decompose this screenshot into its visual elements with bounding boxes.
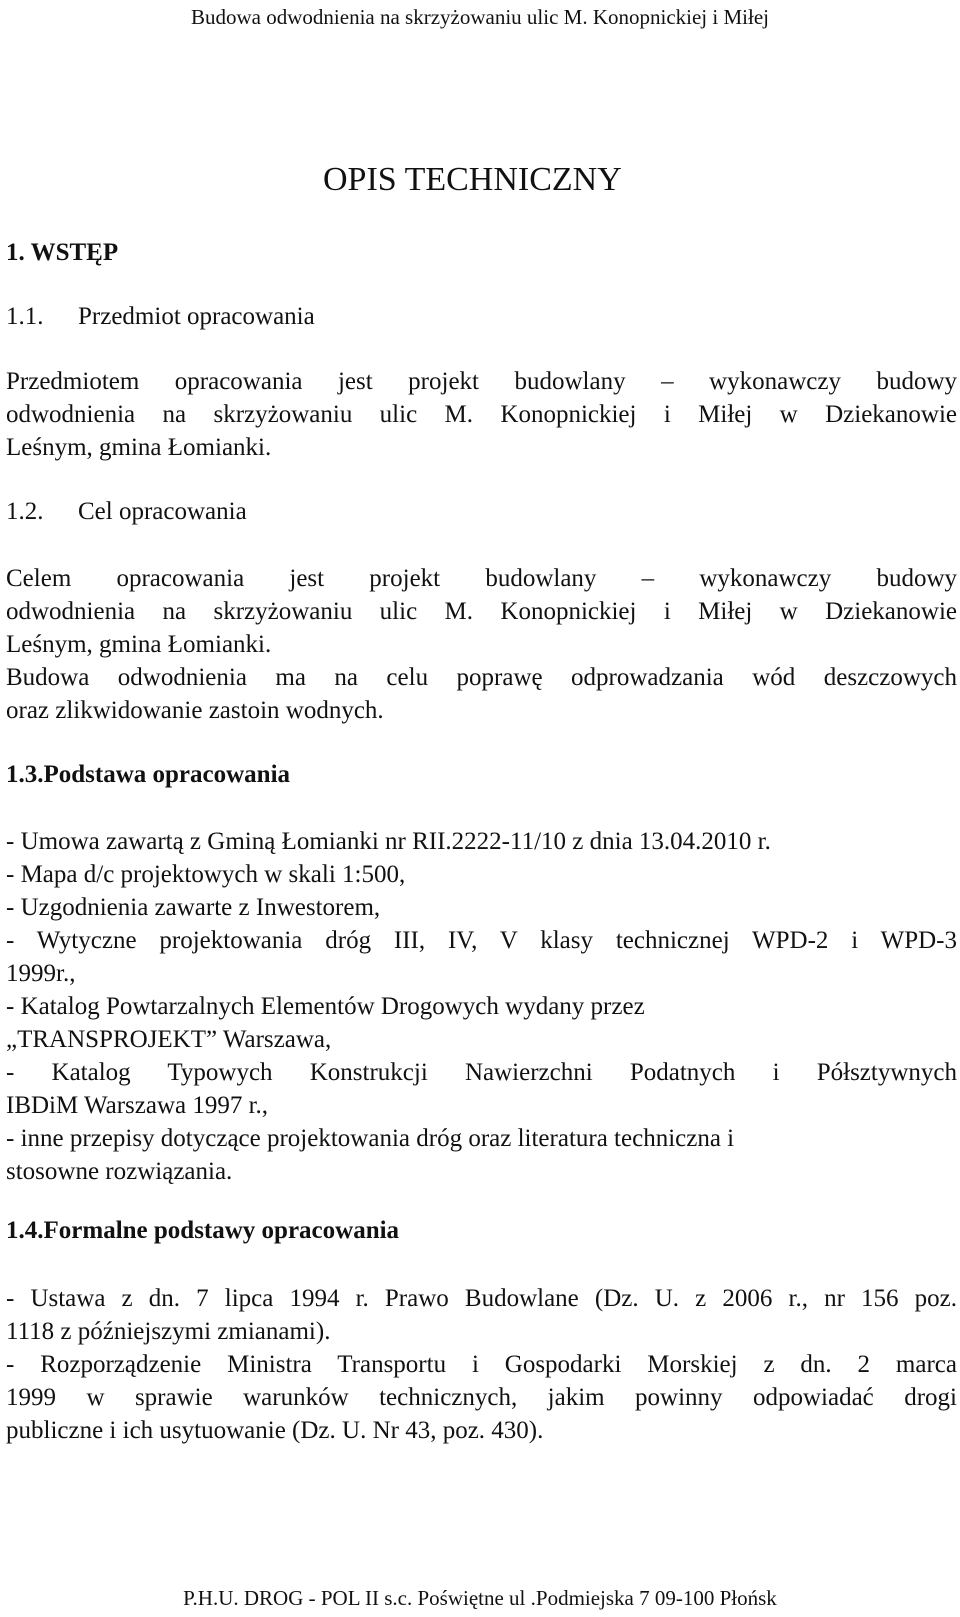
list-item: - Umowa zawartą z Gminą Łomianki nr RII.2222-11/10 z dnia 13.04.2010 r.: [6, 828, 771, 855]
subsection-heading-1-3: [6, 760, 290, 790]
subsection-heading-1-2: [6, 497, 247, 527]
text-line: Przedmiotem opracowania jest projekt budowlany – wykonawczy budowy: [6, 368, 957, 395]
section-number: 1.: [6, 239, 25, 266]
text-line: Celem opracowania jest projekt budowlany – wykonawczy budowy: [6, 565, 957, 592]
text-line: odwodnienia na skrzyżowaniu ulic M. Konopnickiej i Miłej w Dziekanowie: [6, 598, 957, 625]
list-item: - Katalog Powtarzalnych Elementów Drogowych wydany przez: [6, 993, 645, 1020]
list-item: - inne przepisy dotyczące projektowania dróg oraz literatura techniczna i: [6, 1125, 735, 1152]
subsection-number: 1.2.: [6, 498, 44, 525]
list-item: - Uzgodnienia zawarte z Inwestorem,: [6, 894, 381, 921]
list-item: - Mapa d/c projektowych w skali 1:500,: [6, 861, 406, 888]
text-line: odwodnienia na skrzyżowaniu ulic M. Konopnickiej i Miłej w Dziekanowie: [6, 401, 957, 428]
section-title: WSTĘP: [30, 239, 119, 266]
text-line: Budowa odwodnienia ma na celu poprawę odprowadzania wód deszczowych: [6, 664, 957, 691]
document-title: OPIS TECHNICZNY: [323, 161, 622, 198]
subsection-title: Podstawa opracowania: [43, 761, 291, 788]
list-item-continuation: „TRANSPROJEKT” Warszawa,: [6, 1026, 332, 1053]
paragraph-cel: [6, 562, 957, 727]
list-item-continuation: publiczne i ich usytuowanie (Dz. U. Nr 43, poz. 430).: [6, 1417, 544, 1444]
list-item-continuation: IBDiM Warszawa 1997 r.,: [6, 1092, 269, 1119]
text-line: Leśnym, gmina Łomianki.: [6, 434, 272, 461]
subsection-number: 1.3.: [6, 761, 44, 788]
list-podstawa: [6, 825, 957, 1188]
text-line: Leśnym, gmina Łomianki.: [6, 631, 272, 658]
list-item: - Ustawa z dn. 7 lipca 1994 r. Prawo Budowlane (Dz. U. z 2006 r., nr 156 poz.: [6, 1285, 957, 1312]
list-item-continuation: stosowne rozwiązania.: [6, 1158, 233, 1185]
subsection-title: Formalne podstawy opracowania: [43, 1217, 400, 1244]
list-item-continuation: 1999r.,: [6, 960, 76, 987]
subsection-heading-1-1: [6, 302, 315, 332]
running-header: Budowa odwodnienia na skrzyżowaniu ulic M. Konopnickiej i Miłej: [191, 5, 769, 29]
text-line: oraz zlikwidowanie zastoin wodnych.: [6, 697, 384, 724]
subsection-title: Przedmiot opracowania: [78, 303, 315, 330]
list-item: - Rozporządzenie Ministra Transportu i Gospodarki Morskiej z dn. 2 marca: [6, 1351, 957, 1378]
section-heading-1: [6, 238, 118, 268]
subsection-number: 1.4.: [6, 1217, 44, 1244]
list-item: - Wytyczne projektowania dróg III, IV, V klasy technicznej WPD-2 i WPD-3: [6, 927, 957, 954]
list-formalne: [6, 1282, 957, 1447]
subsection-title: Cel opracowania: [78, 498, 247, 525]
list-item: - Katalog Typowych Konstrukcji Nawierzchni Podatnych i Półsztywnych: [6, 1059, 957, 1086]
running-footer: P.H.U. DROG - POL II s.c. Poświętne ul .Podmiejska 7 09-100 Płońsk: [183, 1586, 777, 1610]
subsection-heading-1-4: [6, 1216, 399, 1246]
list-item-continuation: 1999 w sprawie warunków technicznych, jakim powinny odpowiadać drogi: [6, 1384, 957, 1411]
subsection-number: 1.1.: [6, 303, 44, 330]
paragraph-przedmiot: [6, 365, 957, 464]
list-item-continuation: 1118 z późniejszymi zmianami).: [6, 1318, 331, 1345]
